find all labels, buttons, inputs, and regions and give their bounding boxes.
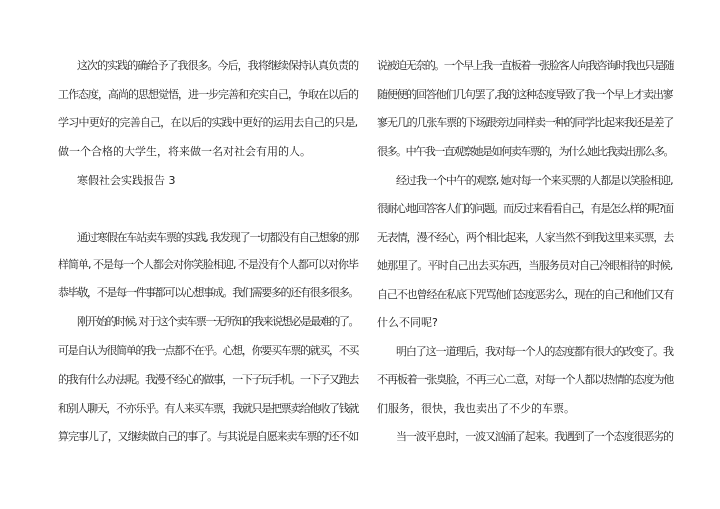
text-line: 样简单, 不是每一个人都会对你笑脸相迎, 不是没有个人都可以对你毕 xyxy=(58,258,358,271)
text-line: 自己不也曾经在私底下咒骂他们态度恶劣么，现在的自己和他们又有 xyxy=(377,288,674,301)
text-line: 很多。中午我一直观察她是如何卖车票的，为什么她比我卖出那么多。 xyxy=(377,145,674,158)
text-line: 无表情，漫不经心，两个相比起来，人家当然不到我这里来买票，去 xyxy=(377,231,674,244)
text-line: 什么不同呢? xyxy=(377,316,438,329)
text-line: 做一个合格的大学生，将来做一名对社会有用的人。 xyxy=(58,145,311,158)
text-line: 随便便的回答他们几句罢了,我的这种态度导致了我一个早上才卖出寥 xyxy=(377,88,673,101)
text-line: 不再板着一张臭脸，不再三心二意，对每一个人都以热情的态度为他 xyxy=(377,373,674,386)
text-line: 恭毕敬，不是每一件事都可以心想事成。我们需要多的还有很多很多。 xyxy=(58,286,359,299)
text-line: 说被迫无奈的。一个早上我一直板着一张脸客人向我咨询时我也只是随 xyxy=(377,59,674,72)
text-line: 很耐心地回答客人们的问题。而反过来看看自己，有是怎么样的呢?面 xyxy=(377,202,673,215)
text-line: 可是自认为很简单的我一点都不在乎。心想，你要买车票的就买，不买 xyxy=(58,344,359,357)
text-line: 刚开始的时候, 对于这个卖车票一无所知的我来说想必是最难的了。 xyxy=(77,315,359,328)
text-line: 这次的实践的确给予了我很多。今后，我将继续保持认真负责的 xyxy=(77,59,359,72)
text-line: 经过我一个中午的观察, 她对每一个来买票的人都是以笑脸相迎, xyxy=(396,174,673,187)
text-line: 她那里了。平时自己出去买东西，当服务员对自己冷眼相待的时候, xyxy=(377,259,673,272)
text-line: 的我有什么办法呢。我漫不经心的做事，一下子玩手机。一下子又跑去 xyxy=(58,373,359,386)
text-line: 工作态度，高尚的思想觉悟，进一步完善和充实自己，争取在以后的 xyxy=(58,88,358,101)
text-line: 算完事儿了，又继续做自己的事了。与其说是自愿来卖车票的'还不如 xyxy=(58,430,359,443)
text-line: 和别人聊天，不亦乐乎。有人来买车票，我就只是把票卖给他收了钱就 xyxy=(58,402,359,415)
section-heading: 寒假社会实践报告 3 xyxy=(77,174,176,187)
text-line: 通过寒假在车站卖车票的实践, 我发现了一切都没有自己想象的那 xyxy=(77,231,359,244)
text-line: 明白了这一道理后，我对每一个人的态度都有很大的改变了。我 xyxy=(396,345,673,358)
text-line: 当一波平息时，一波又汹涌了起来。我遇到了一个态度很恶劣的 xyxy=(396,430,673,443)
text-line: 寥无几的几张车票的下场跟旁边同样卖一种的同学比起来我还是差了 xyxy=(377,116,674,129)
text-line: 们服务，很快，我也卖出了不少的车票。 xyxy=(377,402,575,415)
text-line: 学习中更好的完善自己，在以后的实践中更好的运用去自己的只是, xyxy=(58,116,358,129)
